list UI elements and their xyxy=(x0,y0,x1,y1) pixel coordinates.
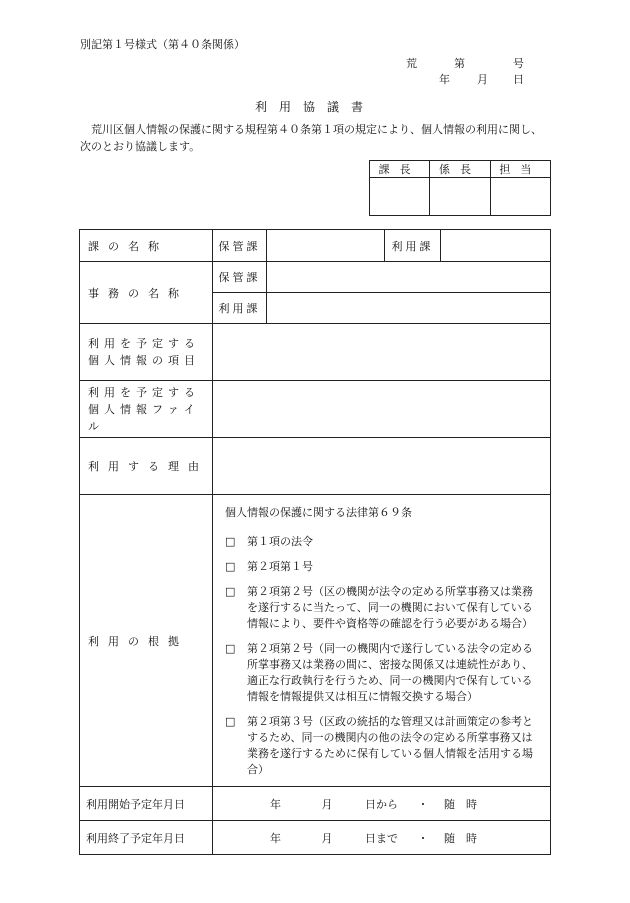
doc-number-prefix: 荒 xyxy=(406,57,417,70)
basis-option-text-5: 第２項第３号（区政の統括的な管理又は計画策定の参考とするため、同一の機関内の他の法令の定める所掌事務又は業務を遂行するために保有している個人情報を活用する場合） xyxy=(247,715,533,776)
end-date-field[interactable] xyxy=(213,821,551,855)
end-date-bullet: ・ xyxy=(417,831,429,845)
office-user-field[interactable] xyxy=(267,293,551,324)
end-date-label: 利用終了予定年月日 xyxy=(80,821,213,855)
basis-option-text-3: 第２項第２号（区の機関が法令の定める所掌事務又は業務を遂行するに当たって、同一の機関において保有している情報により、要件や資格等の確認を行う必要がある場合） xyxy=(247,585,533,630)
items-field[interactable] xyxy=(213,324,551,381)
start-date-day: 日から xyxy=(365,797,398,811)
basis-checkbox-4[interactable]: □ xyxy=(225,642,236,655)
basis-checkbox-3[interactable]: □ xyxy=(225,585,236,598)
basis-checkbox-1[interactable]: □ xyxy=(225,535,236,548)
end-date-day: 日まで xyxy=(365,831,398,845)
file-field[interactable] xyxy=(213,381,551,438)
basis-field xyxy=(213,495,551,787)
end-date-year: 年 xyxy=(270,831,281,845)
basis-option-2 xyxy=(225,559,542,575)
basis-option-1 xyxy=(225,534,542,550)
end-date-row xyxy=(80,821,551,855)
approval-header-staff: 担当 xyxy=(490,161,550,178)
basis-option-3 xyxy=(225,584,542,632)
form-number-label: 別記第１号様式（第４０条関係） xyxy=(80,38,245,51)
date-year: 年 xyxy=(439,73,450,86)
start-date-bullet: ・ xyxy=(417,797,429,811)
user-section-field[interactable] xyxy=(441,230,551,262)
keeper-section-field[interactable] xyxy=(267,230,385,262)
file-label-line2: 個人情報ファイル xyxy=(88,402,200,433)
approval-stamp-staff[interactable] xyxy=(490,178,550,216)
start-date-label: 利用開始予定年月日 xyxy=(80,787,213,821)
basis-option-4 xyxy=(225,641,542,705)
start-date-field[interactable] xyxy=(213,787,551,821)
section-name-row xyxy=(80,230,551,262)
basis-option-5 xyxy=(225,714,542,778)
basis-option-text-2: 第２項第１号 xyxy=(247,560,313,573)
reason-label: 利用する理由 xyxy=(80,438,213,495)
approval-stamp-table xyxy=(369,160,551,216)
start-date-row xyxy=(80,787,551,821)
doc-number-suffix: 号 xyxy=(513,57,524,70)
approval-header-subsection-chief: 係長 xyxy=(430,161,490,178)
basis-law-text: 個人情報の保護に関する法律第６９条 xyxy=(225,506,412,519)
file-row xyxy=(80,381,551,438)
items-label-line2: 個人情報の項目 xyxy=(88,354,200,367)
basis-label: 利用の根拠 xyxy=(80,495,213,787)
intro-text: 荒川区個人情報の保護に関する規程第４０条第１項の規定により、個人情報の利用に関し、次のとおり協議します。 xyxy=(80,123,542,153)
basis-row xyxy=(80,495,551,787)
section-name-label: 課の名称 xyxy=(80,230,213,262)
start-date-year: 年 xyxy=(270,797,281,811)
basis-option-text-1: 第１項の法令 xyxy=(247,535,313,548)
basis-checkbox-2[interactable]: □ xyxy=(225,560,236,573)
date-day: 日 xyxy=(513,73,524,86)
keeper-section-label: 保管課 xyxy=(213,230,267,262)
file-label xyxy=(80,381,213,438)
file-label-line1: 利用を予定する xyxy=(88,385,200,399)
approval-stamp-subsection-chief[interactable] xyxy=(430,178,490,216)
office-name-label: 事務の名称 xyxy=(80,262,213,324)
agreement-form-table xyxy=(79,229,551,855)
document-title: 利用協議書 xyxy=(254,100,375,114)
items-label-line1: 利用を予定する xyxy=(88,337,200,350)
approval-stamp-section-chief[interactable] xyxy=(370,178,430,216)
basis-option-text-4: 第２項第２号（同一の機関内で遂行している法令の定める所掌事務又は業務の間に、密接な関係又は連続性があり、適正な行政執行を行うため、同一の機関内で保有している情報を情報提供又は相互に情報交換する場合） xyxy=(247,642,533,703)
office-keeper-field[interactable] xyxy=(267,262,551,293)
date-month: 月 xyxy=(477,73,488,86)
reason-row xyxy=(80,438,551,495)
items-label xyxy=(80,324,213,381)
office-name-row-keeper xyxy=(80,262,551,293)
basis-checkbox-5[interactable]: □ xyxy=(225,715,236,728)
approval-header-section-chief: 課長 xyxy=(370,161,430,178)
office-keeper-label: 保管課 xyxy=(213,262,267,293)
start-date-anytime: 随時 xyxy=(444,797,488,811)
start-date-month: 月 xyxy=(321,797,333,811)
items-row xyxy=(80,324,551,381)
end-date-month: 月 xyxy=(321,831,333,845)
reason-field[interactable] xyxy=(213,438,551,495)
office-user-label: 利用課 xyxy=(213,293,267,324)
doc-number-mid: 第 xyxy=(454,57,465,70)
end-date-anytime: 随時 xyxy=(444,831,488,845)
user-section-label: 利用課 xyxy=(385,230,441,262)
